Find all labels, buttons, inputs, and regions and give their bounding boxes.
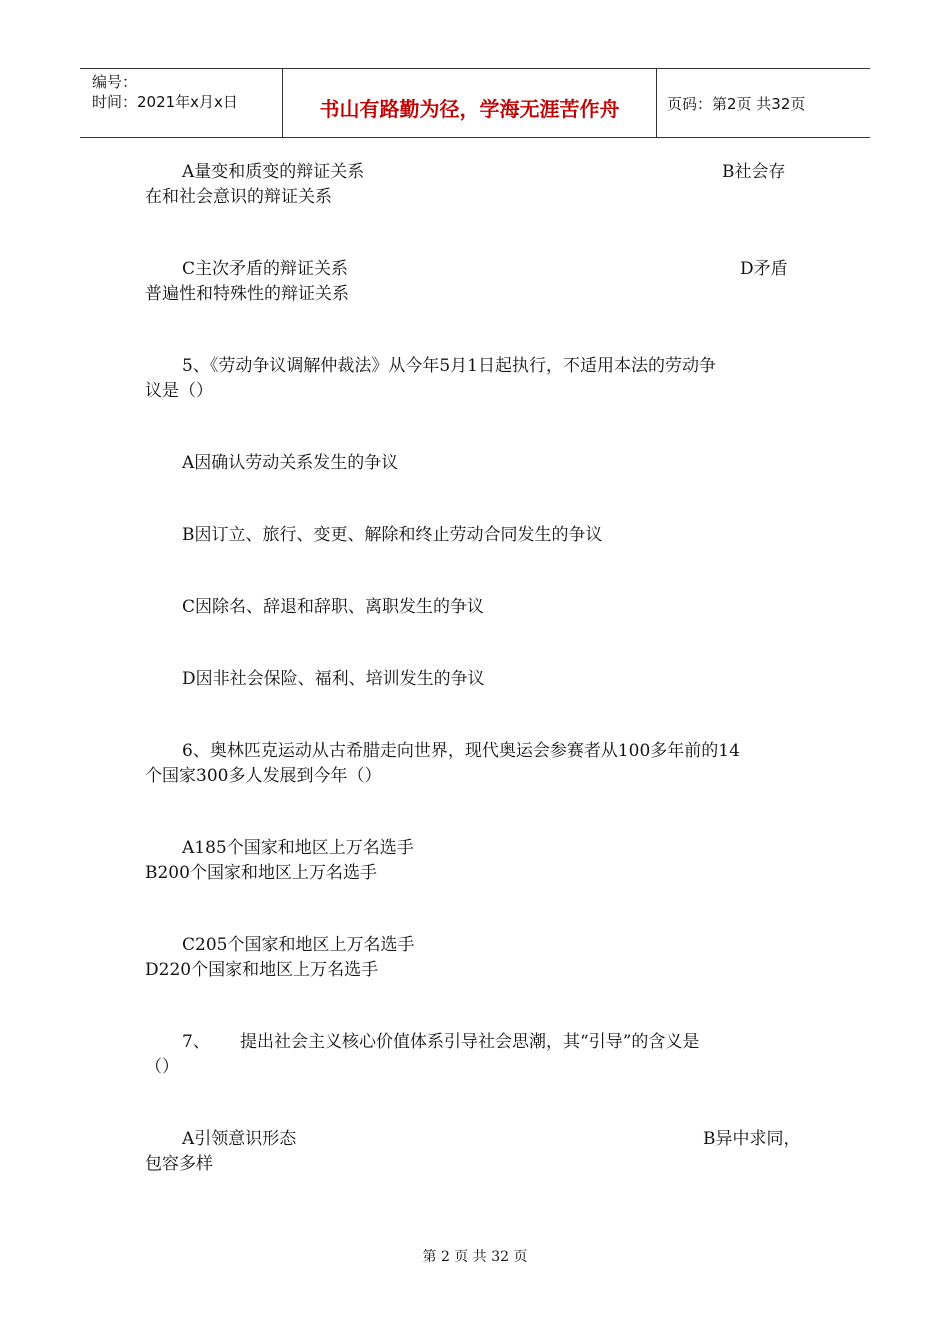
header-motto-cell	[283, 69, 657, 137]
q4-option-d-start: D矛盾	[740, 259, 788, 279]
q7-option-b-start: B异中求同，	[703, 1129, 801, 1149]
q6-option-d: D220个国家和地区上万名选手	[145, 960, 379, 980]
page-footer: 第 2 页 共 32 页	[422, 1249, 528, 1265]
header-meta-cell	[80, 69, 283, 137]
q4-option-b-start: B社会存	[722, 162, 786, 182]
header-page-info: 页码：第2页 共32页	[667, 95, 806, 113]
page-header	[80, 68, 870, 138]
q6-option-b: B200个国家和地区上万名选手	[145, 863, 377, 883]
q7-number: 7、	[182, 1032, 210, 1052]
q6-question-line-2: 个国家300多人发展到今年（）	[145, 766, 382, 786]
q6-question-line-1: 6、奥林匹克运动从古希腊走向世界，现代奥运会参赛者从100多年前的14	[182, 741, 740, 761]
q6-option-a: A185个国家和地区上万名选手	[182, 838, 414, 858]
q7-question-line-1: 提出社会主义核心价值体系引导社会思潮，其“引导”的含义是	[240, 1032, 700, 1052]
document-number-label: 编号：	[92, 73, 138, 91]
q4-option-a: A量变和质变的辩证关系	[182, 162, 365, 182]
q7-question-line-2: （）	[145, 1057, 179, 1077]
q4-option-b-end: 在和社会意识的辩证关系	[145, 187, 332, 207]
q6-option-c: C205个国家和地区上万名选手	[182, 935, 415, 955]
q5-option-d: D因非社会保险、福利、培训发生的争议	[182, 669, 485, 689]
header-page-cell	[657, 69, 870, 137]
q4-option-d-end: 普遍性和特殊性的辩证关系	[145, 284, 349, 304]
q7-option-b-end: 包容多样	[145, 1154, 213, 1174]
header-motto: 书山有路勤为径，学海无涯苦作舟	[319, 97, 620, 121]
document-date: 时间：2021年x月x日	[92, 93, 238, 111]
q5-option-c: C因除名、辞退和辞职、离职发生的争议	[182, 597, 485, 617]
q7-option-a: A引领意识形态	[182, 1129, 297, 1149]
q5-question-line-1: 5、《劳动争议调解仲裁法》从今年5月1日起执行，不适用本法的劳动争	[182, 356, 716, 376]
q4-option-c: C主次矛盾的辩证关系	[182, 259, 349, 279]
q5-option-b: B因订立、旅行、变更、解除和终止劳动合同发生的争议	[182, 525, 603, 545]
q5-option-a: A因确认劳动关系发生的争议	[182, 453, 399, 473]
q5-question-line-2: 议是（）	[145, 381, 213, 401]
